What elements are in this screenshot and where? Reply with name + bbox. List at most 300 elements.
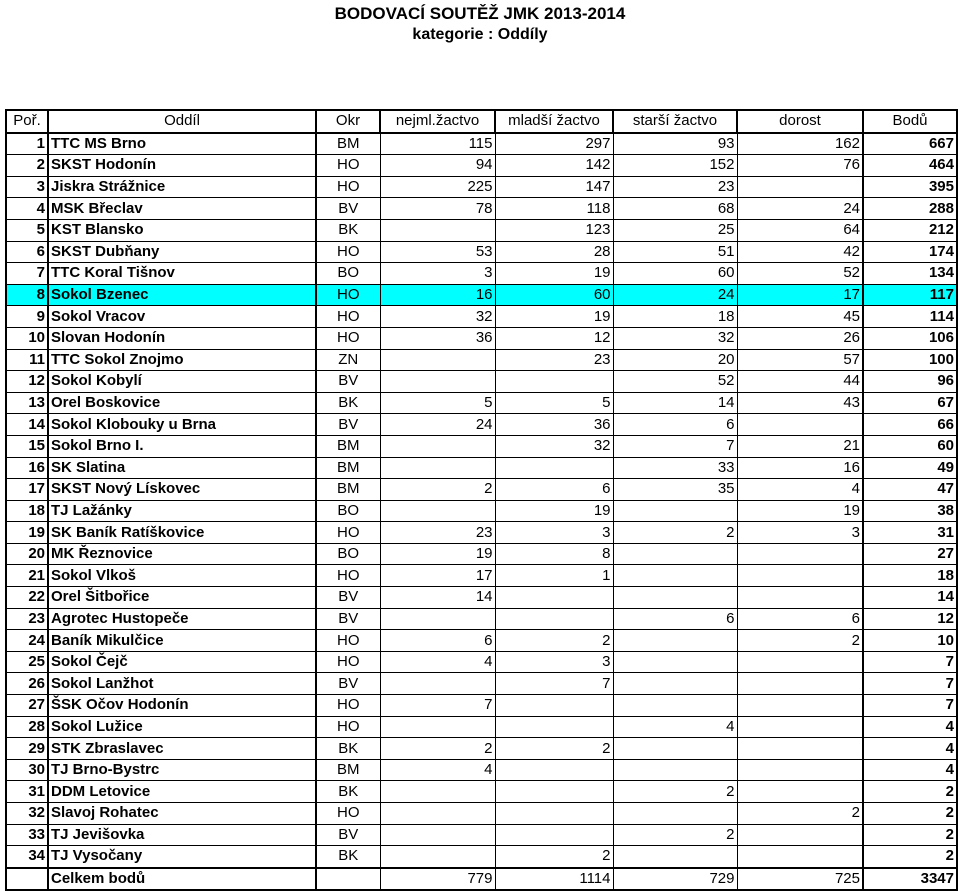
club-name: SKST Nový Lískovec xyxy=(48,479,316,501)
totals-youngest: 779 xyxy=(380,868,495,891)
district-code: BO xyxy=(316,543,380,565)
district-code: HO xyxy=(316,565,380,587)
total-points: 134 xyxy=(863,263,957,285)
total-points: 38 xyxy=(863,500,957,522)
juniors-points xyxy=(737,565,863,587)
older-points: 68 xyxy=(613,198,737,220)
district-code: HO xyxy=(316,284,380,306)
younger-points: 36 xyxy=(495,414,613,436)
table-row xyxy=(6,543,957,565)
juniors-points: 17 xyxy=(737,284,863,306)
juniors-points: 19 xyxy=(737,500,863,522)
total-points: 66 xyxy=(863,414,957,436)
youngest-points: 17 xyxy=(380,565,495,587)
youngest-points: 32 xyxy=(380,306,495,328)
youngest-points: 4 xyxy=(380,651,495,673)
rank-cell: 7 xyxy=(6,263,48,285)
district-code: BO xyxy=(316,500,380,522)
youngest-points xyxy=(380,673,495,695)
older-points xyxy=(613,738,737,760)
table-row xyxy=(6,479,957,501)
younger-points xyxy=(495,457,613,479)
table-row xyxy=(6,327,957,349)
youngest-points: 24 xyxy=(380,414,495,436)
club-name: Slovan Hodonín xyxy=(48,327,316,349)
rank-cell: 31 xyxy=(6,781,48,803)
table-row xyxy=(6,500,957,522)
rank-cell: 33 xyxy=(6,824,48,846)
table-row xyxy=(6,371,957,393)
district-code: BK xyxy=(316,781,380,803)
club-name: SK Baník Ratíškovice xyxy=(48,522,316,544)
district-code: BK xyxy=(316,738,380,760)
rank-cell: 27 xyxy=(6,695,48,717)
club-name: Sokol Vlkoš xyxy=(48,565,316,587)
youngest-points: 115 xyxy=(380,133,495,155)
table-row xyxy=(6,673,957,695)
juniors-points xyxy=(737,716,863,738)
youngest-points xyxy=(380,435,495,457)
youngest-points xyxy=(380,824,495,846)
rank-cell: 28 xyxy=(6,716,48,738)
table-row xyxy=(6,306,957,328)
older-points xyxy=(613,630,737,652)
club-name: TJ Jevišovka xyxy=(48,824,316,846)
juniors-points: 43 xyxy=(737,392,863,414)
juniors-points: 24 xyxy=(737,198,863,220)
youngest-points: 4 xyxy=(380,759,495,781)
club-name: Sokol Brno I. xyxy=(48,435,316,457)
rank-cell: 13 xyxy=(6,392,48,414)
juniors-points: 3 xyxy=(737,522,863,544)
club-name: Sokol Vracov xyxy=(48,306,316,328)
club-name: DDM Letovice xyxy=(48,781,316,803)
younger-points xyxy=(495,716,613,738)
totals-younger: 1114 xyxy=(495,868,613,891)
juniors-points xyxy=(737,824,863,846)
youngest-points: 19 xyxy=(380,543,495,565)
youngest-points: 53 xyxy=(380,241,495,263)
district-code: BK xyxy=(316,219,380,241)
club-name: SK Slatina xyxy=(48,457,316,479)
juniors-points: 16 xyxy=(737,457,863,479)
older-points xyxy=(613,500,737,522)
club-name: Sokol Čejč xyxy=(48,651,316,673)
club-name: TTC Koral Tišnov xyxy=(48,263,316,285)
total-points: 100 xyxy=(863,349,957,371)
table-row xyxy=(6,457,957,479)
rank-cell: 22 xyxy=(6,587,48,609)
older-points: 93 xyxy=(613,133,737,155)
total-points: 60 xyxy=(863,435,957,457)
district-code: HO xyxy=(316,630,380,652)
younger-points: 7 xyxy=(495,673,613,695)
table-row xyxy=(6,241,957,263)
table-row xyxy=(6,219,957,241)
total-points: 12 xyxy=(863,608,957,630)
club-name: Orel Boskovice xyxy=(48,392,316,414)
col-header-youngest: nejml.žactvo xyxy=(380,110,495,133)
juniors-points: 45 xyxy=(737,306,863,328)
juniors-points xyxy=(737,759,863,781)
district-code: BM xyxy=(316,479,380,501)
older-points xyxy=(613,587,737,609)
rank-cell: 3 xyxy=(6,176,48,198)
club-name: MK Řeznovice xyxy=(48,543,316,565)
older-points: 25 xyxy=(613,219,737,241)
district-code: HO xyxy=(316,716,380,738)
standings-table xyxy=(5,109,958,891)
juniors-points xyxy=(737,587,863,609)
older-points: 32 xyxy=(613,327,737,349)
older-points: 4 xyxy=(613,716,737,738)
older-points: 20 xyxy=(613,349,737,371)
table-row xyxy=(6,803,957,825)
club-name: SKST Hodonín xyxy=(48,155,316,177)
older-points: 2 xyxy=(613,522,737,544)
rank-cell: 19 xyxy=(6,522,48,544)
total-points: 27 xyxy=(863,543,957,565)
juniors-points: 6 xyxy=(737,608,863,630)
youngest-points: 225 xyxy=(380,176,495,198)
younger-points xyxy=(495,781,613,803)
youngest-points xyxy=(380,608,495,630)
rank-cell: 16 xyxy=(6,457,48,479)
club-name: Baník Mikulčice xyxy=(48,630,316,652)
rank-cell: 21 xyxy=(6,565,48,587)
district-code: HO xyxy=(316,155,380,177)
youngest-points xyxy=(380,781,495,803)
district-code: BM xyxy=(316,133,380,155)
district-code: BV xyxy=(316,824,380,846)
juniors-points: 76 xyxy=(737,155,863,177)
juniors-points: 52 xyxy=(737,263,863,285)
district-code: BM xyxy=(316,435,380,457)
table-row xyxy=(6,716,957,738)
juniors-points xyxy=(737,651,863,673)
younger-points: 6 xyxy=(495,479,613,501)
older-points xyxy=(613,695,737,717)
total-points: 49 xyxy=(863,457,957,479)
youngest-points xyxy=(380,803,495,825)
table-row xyxy=(6,846,957,868)
total-points: 2 xyxy=(863,803,957,825)
rank-cell: 32 xyxy=(6,803,48,825)
total-points: 212 xyxy=(863,219,957,241)
younger-points: 19 xyxy=(495,263,613,285)
youngest-points: 16 xyxy=(380,284,495,306)
district-code: HO xyxy=(316,651,380,673)
younger-points: 3 xyxy=(495,522,613,544)
club-name: Sokol Kobylí xyxy=(48,371,316,393)
rank-cell: 25 xyxy=(6,651,48,673)
club-name: TJ Lažánky xyxy=(48,500,316,522)
rank-cell: 17 xyxy=(6,479,48,501)
youngest-points: 14 xyxy=(380,587,495,609)
club-name: KST Blansko xyxy=(48,219,316,241)
club-name: Slavoj Rohatec xyxy=(48,803,316,825)
older-points: 2 xyxy=(613,781,737,803)
rank-cell: 4 xyxy=(6,198,48,220)
rank-cell: 11 xyxy=(6,349,48,371)
younger-points xyxy=(495,587,613,609)
juniors-points: 21 xyxy=(737,435,863,457)
rank-cell: 24 xyxy=(6,630,48,652)
total-points: 667 xyxy=(863,133,957,155)
col-header-district: Okr xyxy=(316,110,380,133)
younger-points: 32 xyxy=(495,435,613,457)
juniors-points: 42 xyxy=(737,241,863,263)
youngest-points: 2 xyxy=(380,479,495,501)
totals-rank-cell xyxy=(6,868,48,891)
totals-points: 3347 xyxy=(863,868,957,891)
youngest-points: 7 xyxy=(380,695,495,717)
younger-points: 5 xyxy=(495,392,613,414)
club-name: SKST Dubňany xyxy=(48,241,316,263)
total-points: 47 xyxy=(863,479,957,501)
juniors-points: 26 xyxy=(737,327,863,349)
youngest-points: 2 xyxy=(380,738,495,760)
rank-cell: 2 xyxy=(6,155,48,177)
district-code: BK xyxy=(316,846,380,868)
col-header-points: Bodů xyxy=(863,110,957,133)
juniors-points xyxy=(737,695,863,717)
younger-points: 2 xyxy=(495,738,613,760)
club-name: Sokol Lanžhot xyxy=(48,673,316,695)
rank-cell: 26 xyxy=(6,673,48,695)
older-points xyxy=(613,846,737,868)
club-name: ŠSK Očov Hodonín xyxy=(48,695,316,717)
youngest-points xyxy=(380,846,495,868)
juniors-points: 2 xyxy=(737,803,863,825)
older-points: 7 xyxy=(613,435,737,457)
older-points: 24 xyxy=(613,284,737,306)
club-name: MSK Břeclav xyxy=(48,198,316,220)
younger-points: 3 xyxy=(495,651,613,673)
youngest-points xyxy=(380,219,495,241)
rank-cell: 20 xyxy=(6,543,48,565)
older-points: 33 xyxy=(613,457,737,479)
younger-points xyxy=(495,759,613,781)
district-code: BV xyxy=(316,414,380,436)
district-code: HO xyxy=(316,241,380,263)
younger-points xyxy=(495,824,613,846)
older-points: 52 xyxy=(613,371,737,393)
younger-points: 12 xyxy=(495,327,613,349)
younger-points: 142 xyxy=(495,155,613,177)
table-row xyxy=(6,630,957,652)
page-title: BODOVACÍ SOUTĚŽ JMK 2013-2014 xyxy=(334,4,626,23)
older-points: 152 xyxy=(613,155,737,177)
table-row xyxy=(6,587,957,609)
rank-cell: 14 xyxy=(6,414,48,436)
younger-points: 123 xyxy=(495,219,613,241)
older-points: 14 xyxy=(613,392,737,414)
table-row xyxy=(6,133,957,155)
club-name: Sokol Klobouky u Brna xyxy=(48,414,316,436)
club-name: STK Zbraslavec xyxy=(48,738,316,760)
total-points: 31 xyxy=(863,522,957,544)
district-code: HO xyxy=(316,695,380,717)
younger-points: 28 xyxy=(495,241,613,263)
district-code: HO xyxy=(316,803,380,825)
younger-points: 19 xyxy=(495,500,613,522)
rank-cell: 15 xyxy=(6,435,48,457)
totals-label: Celkem bodů xyxy=(48,868,316,891)
club-name: Sokol Lužice xyxy=(48,716,316,738)
table-row xyxy=(6,263,957,285)
club-name: Agrotec Hustopeče xyxy=(48,608,316,630)
table-row xyxy=(6,155,957,177)
youngest-points xyxy=(380,716,495,738)
total-points: 2 xyxy=(863,781,957,803)
district-code: HO xyxy=(316,327,380,349)
total-points: 7 xyxy=(863,695,957,717)
header-row xyxy=(6,110,957,133)
youngest-points xyxy=(380,457,495,479)
col-header-younger: mladší žactvo xyxy=(495,110,613,133)
juniors-points xyxy=(737,673,863,695)
district-code: BV xyxy=(316,371,380,393)
youngest-points: 5 xyxy=(380,392,495,414)
district-code: BV xyxy=(316,608,380,630)
total-points: 4 xyxy=(863,759,957,781)
rank-cell: 5 xyxy=(6,219,48,241)
total-points: 2 xyxy=(863,846,957,868)
col-header-older: starší žactvo xyxy=(613,110,737,133)
total-points: 174 xyxy=(863,241,957,263)
older-points xyxy=(613,759,737,781)
older-points xyxy=(613,803,737,825)
club-name: TJ Brno-Bystrc xyxy=(48,759,316,781)
total-points: 395 xyxy=(863,176,957,198)
juniors-points: 44 xyxy=(737,371,863,393)
totals-row xyxy=(6,868,957,891)
younger-points: 19 xyxy=(495,306,613,328)
table-row xyxy=(6,435,957,457)
older-points xyxy=(613,543,737,565)
rank-cell: 23 xyxy=(6,608,48,630)
rank-cell: 34 xyxy=(6,846,48,868)
rank-cell: 6 xyxy=(6,241,48,263)
table-row xyxy=(6,781,957,803)
rank-cell: 8 xyxy=(6,284,48,306)
totals-district-cell xyxy=(316,868,380,891)
rank-cell: 12 xyxy=(6,371,48,393)
totals-juniors: 725 xyxy=(737,868,863,891)
younger-points: 8 xyxy=(495,543,613,565)
district-code: HO xyxy=(316,306,380,328)
district-code: ZN xyxy=(316,349,380,371)
youngest-points: 36 xyxy=(380,327,495,349)
total-points: 2 xyxy=(863,824,957,846)
total-points: 14 xyxy=(863,587,957,609)
juniors-points xyxy=(737,414,863,436)
older-points: 6 xyxy=(613,608,737,630)
juniors-points xyxy=(737,176,863,198)
younger-points: 60 xyxy=(495,284,613,306)
older-points xyxy=(613,673,737,695)
older-points: 23 xyxy=(613,176,737,198)
older-points: 2 xyxy=(613,824,737,846)
total-points: 7 xyxy=(863,673,957,695)
youngest-points: 78 xyxy=(380,198,495,220)
table-row xyxy=(6,522,957,544)
club-name: Sokol Bzenec xyxy=(48,284,316,306)
table-row xyxy=(6,414,957,436)
district-code: BO xyxy=(316,263,380,285)
younger-points: 297 xyxy=(495,133,613,155)
table-row xyxy=(6,284,957,306)
younger-points xyxy=(495,608,613,630)
older-points xyxy=(613,651,737,673)
older-points: 60 xyxy=(613,263,737,285)
juniors-points xyxy=(737,846,863,868)
col-header-club: Oddíl xyxy=(48,110,316,133)
table-row xyxy=(6,349,957,371)
younger-points: 147 xyxy=(495,176,613,198)
youngest-points xyxy=(380,349,495,371)
district-code: HO xyxy=(316,522,380,544)
juniors-points: 57 xyxy=(737,349,863,371)
district-code: HO xyxy=(316,176,380,198)
totals-older: 729 xyxy=(613,868,737,891)
rank-cell: 30 xyxy=(6,759,48,781)
table-row xyxy=(6,738,957,760)
youngest-points xyxy=(380,500,495,522)
col-header-juniors: dorost xyxy=(737,110,863,133)
col-header-rank: Poř. xyxy=(6,110,48,133)
youngest-points: 6 xyxy=(380,630,495,652)
club-name: TTC Sokol Znojmo xyxy=(48,349,316,371)
total-points: 106 xyxy=(863,327,957,349)
table-row xyxy=(6,695,957,717)
younger-points: 2 xyxy=(495,630,613,652)
district-code: BV xyxy=(316,198,380,220)
total-points: 114 xyxy=(863,306,957,328)
total-points: 67 xyxy=(863,392,957,414)
total-points: 18 xyxy=(863,565,957,587)
youngest-points xyxy=(380,371,495,393)
youngest-points: 94 xyxy=(380,155,495,177)
table-row xyxy=(6,651,957,673)
total-points: 10 xyxy=(863,630,957,652)
district-code: BV xyxy=(316,587,380,609)
rank-cell: 18 xyxy=(6,500,48,522)
juniors-points: 162 xyxy=(737,133,863,155)
club-name: Jiskra Strážnice xyxy=(48,176,316,198)
total-points: 117 xyxy=(863,284,957,306)
club-name: TJ Vysočany xyxy=(48,846,316,868)
total-points: 7 xyxy=(863,651,957,673)
total-points: 4 xyxy=(863,716,957,738)
table-row xyxy=(6,392,957,414)
table-row xyxy=(6,176,957,198)
rank-cell: 9 xyxy=(6,306,48,328)
juniors-points: 64 xyxy=(737,219,863,241)
younger-points: 1 xyxy=(495,565,613,587)
juniors-points xyxy=(737,543,863,565)
table-row xyxy=(6,198,957,220)
table-row xyxy=(6,565,957,587)
juniors-points: 2 xyxy=(737,630,863,652)
younger-points xyxy=(495,695,613,717)
total-points: 96 xyxy=(863,371,957,393)
rank-cell: 29 xyxy=(6,738,48,760)
younger-points: 118 xyxy=(495,198,613,220)
table-row xyxy=(6,824,957,846)
table-row xyxy=(6,608,957,630)
